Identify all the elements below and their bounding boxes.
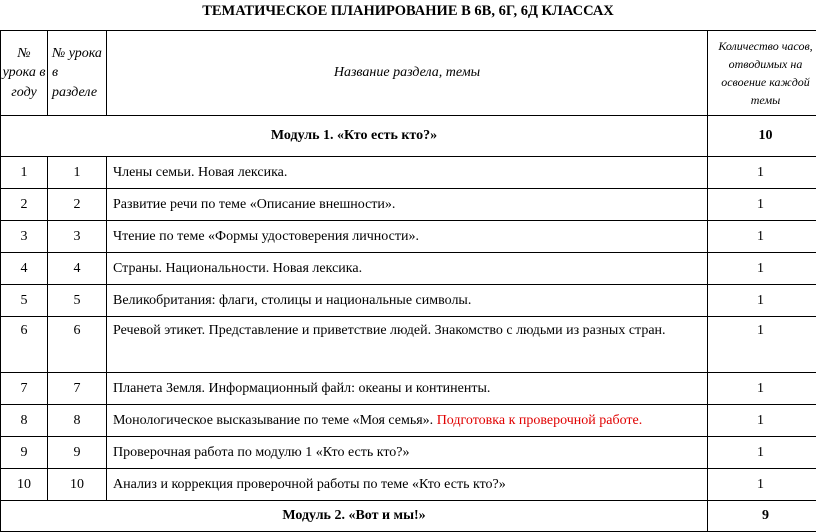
table-row — [1, 469, 816, 501]
lesson-year-cell: 2 — [1, 189, 48, 221]
topic-cell: Анализ и коррекция проверочной работы по теме «Кто есть кто?» — [107, 469, 708, 501]
topic-cell: Планета Земля. Информационный файл: океаны и континенты. — [107, 373, 708, 405]
table-row — [1, 437, 816, 469]
header-lesson-in-section: № урока в разделе — [48, 31, 107, 116]
module-title: Модуль 2. «Вот и мы!» — [1, 501, 708, 532]
page-title: ТЕМАТИЧЕСКОЕ ПЛАНИРОВАНИЕ В 6В, 6Г, 6Д КЛАССАХ — [0, 3, 816, 20]
topic-cell: Проверочная работа по модулю 1 «Кто есть кто?» — [107, 437, 708, 469]
module-row — [1, 116, 816, 157]
lesson-section-cell: 3 — [48, 221, 107, 253]
header-hours: Количество часов, отводимых на освоение каждой темы — [708, 31, 816, 116]
lesson-year-cell: 1 — [1, 157, 48, 189]
lesson-year-cell: 6 — [1, 317, 48, 373]
module-hours: 9 — [708, 501, 816, 532]
lesson-section-cell: 2 — [48, 189, 107, 221]
module-hours: 10 — [708, 116, 816, 157]
hours-cell: 1 — [708, 285, 816, 317]
table-row — [1, 405, 816, 437]
lesson-year-cell: 8 — [1, 405, 48, 437]
topic-cell: Развитие речи по теме «Описание внешности». — [107, 189, 708, 221]
topic-highlight: Подготовка к проверочной работе. — [437, 413, 643, 428]
lesson-section-cell: 5 — [48, 285, 107, 317]
lesson-section-cell: 1 — [48, 157, 107, 189]
lesson-section-cell: 9 — [48, 437, 107, 469]
table-row — [1, 157, 816, 189]
table-row — [1, 253, 816, 285]
table-row — [1, 373, 816, 405]
hours-cell: 1 — [708, 373, 816, 405]
lesson-year-cell: 10 — [1, 469, 48, 501]
topic-cell: Члены семьи. Новая лексика. — [107, 157, 708, 189]
topic-cell: Чтение по теме «Формы удостоверения личности». — [107, 221, 708, 253]
hours-cell: 1 — [708, 157, 816, 189]
lesson-section-cell: 10 — [48, 469, 107, 501]
hours-cell: 1 — [708, 317, 816, 373]
thematic-plan-table — [0, 30, 816, 532]
lesson-year-cell: 9 — [1, 437, 48, 469]
lesson-year-cell: 4 — [1, 253, 48, 285]
hours-cell: 1 — [708, 189, 816, 221]
module-row — [1, 501, 816, 532]
header-section-name: Название раздела, темы — [107, 31, 708, 116]
header-lesson-in-year: № урока в году — [1, 31, 48, 116]
module-title: Модуль 1. «Кто есть кто?» — [1, 116, 708, 157]
lesson-section-cell: 8 — [48, 405, 107, 437]
hours-cell: 1 — [708, 405, 816, 437]
lesson-section-cell: 6 — [48, 317, 107, 373]
lesson-section-cell: 4 — [48, 253, 107, 285]
table-row — [1, 221, 816, 253]
hours-cell: 1 — [708, 253, 816, 285]
hours-cell: 1 — [708, 221, 816, 253]
hours-cell: 1 — [708, 469, 816, 501]
lesson-year-cell: 7 — [1, 373, 48, 405]
topic-text: Монологическое высказывание по теме «Моя семья». — [113, 413, 437, 428]
table-row — [1, 285, 816, 317]
topic-cell — [107, 405, 708, 437]
lesson-section-cell: 7 — [48, 373, 107, 405]
topic-cell: Страны. Национальности. Новая лексика. — [107, 253, 708, 285]
hours-cell: 1 — [708, 437, 816, 469]
lesson-year-cell: 3 — [1, 221, 48, 253]
table-row — [1, 317, 816, 373]
table-row — [1, 189, 816, 221]
table-header-row — [1, 31, 816, 116]
lesson-year-cell: 5 — [1, 285, 48, 317]
topic-cell: Речевой этикет. Представление и приветствие людей. Знакомство с людьми из разных стран. — [107, 317, 708, 373]
topic-cell: Великобритания: флаги, столицы и национальные символы. — [107, 285, 708, 317]
